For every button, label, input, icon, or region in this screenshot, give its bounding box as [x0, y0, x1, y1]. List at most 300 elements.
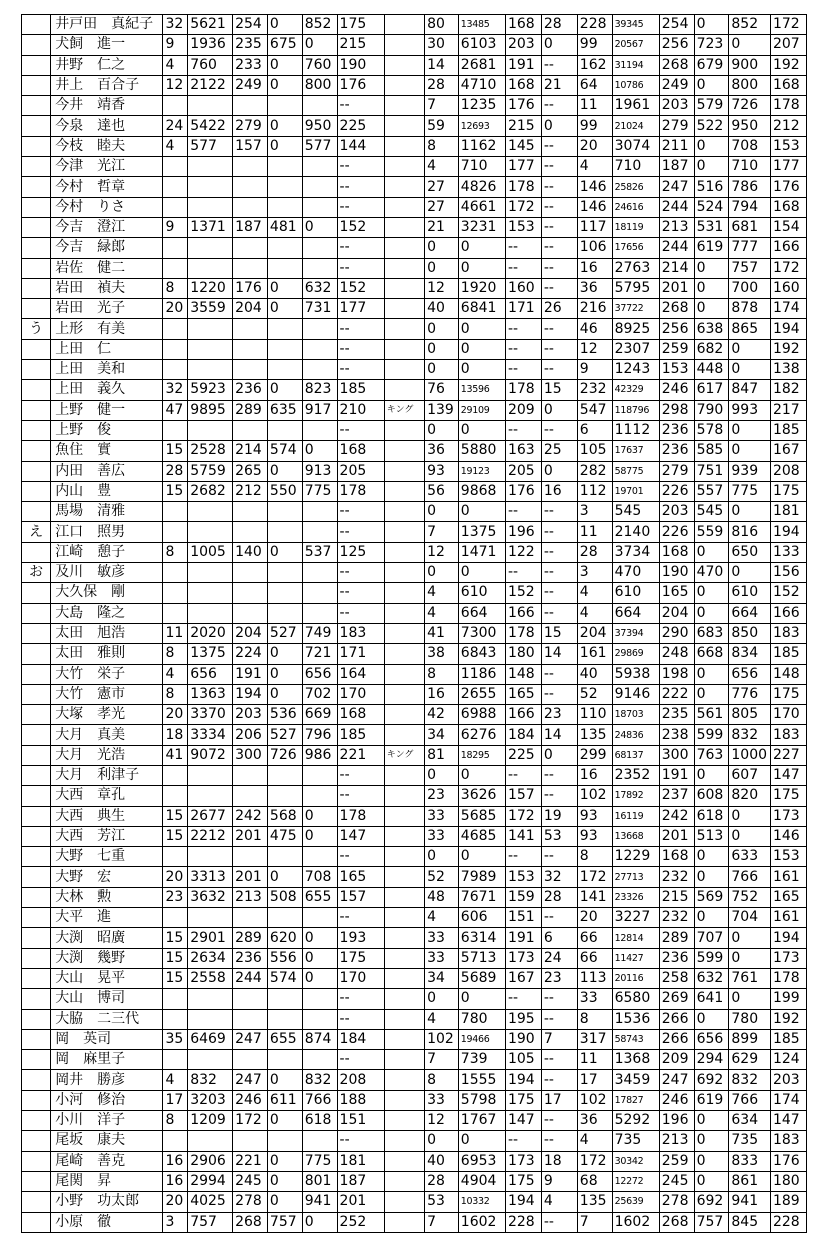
cell-g3: 110 [577, 705, 612, 725]
cell-t3: 610 [612, 583, 659, 603]
cell-h3: 0 [694, 908, 729, 928]
cell-a2: 173 [505, 948, 541, 968]
cell-g3: 547 [577, 400, 612, 420]
player-name-cell: 大西 芳江 [51, 826, 163, 846]
note-cell [384, 928, 424, 948]
cell-h1: 536 [267, 705, 302, 725]
cell-t2: 5798 [458, 1090, 505, 1110]
index-kana-cell [22, 1070, 51, 1090]
cell-g3: 7 [577, 1212, 612, 1232]
cell-t1 [188, 603, 233, 623]
cell-l1 [302, 157, 337, 177]
cell-g1 [163, 197, 188, 217]
cell-m1: -- [337, 1009, 384, 1029]
index-kana-cell [22, 786, 51, 806]
cell-a2: 228 [505, 1212, 541, 1232]
note-cell [384, 887, 424, 907]
note-cell [384, 299, 424, 319]
cell-t3: 1112 [612, 420, 659, 440]
cell-t2: 1767 [458, 1111, 505, 1131]
cell-l1: 941 [302, 1192, 337, 1212]
cell-a3: 187 [659, 157, 694, 177]
cell-a3: 249 [659, 75, 694, 95]
cell-g1: 47 [163, 400, 188, 420]
cell-l1: 749 [302, 623, 337, 643]
cell-l3: 833 [729, 1151, 771, 1171]
cell-a2: 176 [505, 96, 541, 116]
cell-l1: 0 [302, 826, 337, 846]
note-cell [384, 258, 424, 278]
cell-t2: 9868 [458, 481, 505, 501]
cell-l3: 735 [729, 1131, 771, 1151]
cell-g3: 52 [577, 684, 612, 704]
cell-h3: 0 [694, 867, 729, 887]
cell-a3: 213 [659, 217, 694, 237]
cell-t2: 1920 [458, 278, 505, 298]
index-kana-cell [22, 603, 51, 623]
cell-t2: 6841 [458, 299, 505, 319]
cell-g3: 66 [577, 948, 612, 968]
cell-g3: 16 [577, 765, 612, 785]
cell-t3: 16119 [612, 806, 659, 826]
cell-g1 [163, 786, 188, 806]
cell-t1 [188, 360, 233, 380]
note-cell [384, 96, 424, 116]
note-cell [384, 542, 424, 562]
cell-a2: 166 [505, 705, 541, 725]
cell-t3: 12272 [612, 1171, 659, 1191]
index-kana-cell [22, 908, 51, 928]
cell-g1: 23 [163, 887, 188, 907]
cell-m3: 178 [770, 968, 806, 988]
cell-m3: 170 [770, 705, 806, 725]
cell-g3: 4 [577, 583, 612, 603]
cell-h3: 751 [694, 461, 729, 481]
cell-m1: -- [337, 1050, 384, 1070]
index-kana-cell [22, 664, 51, 684]
cell-a3: 215 [659, 887, 694, 907]
cell-a1: 300 [233, 745, 268, 765]
index-kana-cell [22, 948, 51, 968]
cell-g1: 15 [163, 968, 188, 988]
cell-h1: 655 [267, 1029, 302, 1049]
cell-g2: 0 [425, 319, 459, 339]
cell-m1: -- [337, 847, 384, 867]
cell-a2: 153 [505, 217, 541, 237]
cell-g3: 102 [577, 1090, 612, 1110]
cell-a3: 289 [659, 928, 694, 948]
cell-t2: 4904 [458, 1171, 505, 1191]
cell-t3: 118796 [612, 400, 659, 420]
player-name-cell: 太田 旭浩 [51, 623, 163, 643]
note-cell [384, 136, 424, 156]
cell-t3: 3734 [612, 542, 659, 562]
cell-l3: 861 [729, 1171, 771, 1191]
cell-t3: 10786 [612, 75, 659, 95]
table-row [22, 1151, 807, 1171]
cell-m1: -- [337, 197, 384, 217]
cell-g2: 0 [425, 258, 459, 278]
cell-a3: 226 [659, 522, 694, 542]
cell-a1: 176 [233, 278, 268, 298]
table-row [22, 441, 807, 461]
cell-g2: 30 [425, 35, 459, 55]
cell-g3: 161 [577, 644, 612, 664]
cell-l1: 775 [302, 1151, 337, 1171]
cell-h1: 0 [267, 542, 302, 562]
player-name-cell: 上田 仁 [51, 339, 163, 359]
cell-h2: -- [541, 1131, 577, 1151]
note-cell [384, 339, 424, 359]
cell-t3: 17892 [612, 786, 659, 806]
cell-m3: 189 [770, 1192, 806, 1212]
cell-l3: 820 [729, 786, 771, 806]
cell-a3: 232 [659, 908, 694, 928]
cell-a2: 175 [505, 1171, 541, 1191]
cell-h2: -- [541, 1212, 577, 1232]
cell-g3: 3 [577, 502, 612, 522]
cell-a3: 168 [659, 542, 694, 562]
cell-g2: 76 [425, 380, 459, 400]
cell-a3: 235 [659, 705, 694, 725]
cell-h3: 0 [694, 542, 729, 562]
cell-g1: 9 [163, 35, 188, 55]
cell-g3: 106 [577, 238, 612, 258]
note-cell [384, 1090, 424, 1110]
cell-m1: 164 [337, 664, 384, 684]
cell-m1: -- [337, 177, 384, 197]
cell-a3: 246 [659, 380, 694, 400]
cell-h3: 608 [694, 786, 729, 806]
cell-l1: 618 [302, 1111, 337, 1131]
player-name-cell: 今吉 緑郎 [51, 238, 163, 258]
cell-a2: -- [505, 258, 541, 278]
cell-g2: 12 [425, 542, 459, 562]
cell-t2: 10332 [458, 1192, 505, 1212]
index-kana-cell [22, 847, 51, 867]
cell-a1: 191 [233, 664, 268, 684]
index-kana-cell [22, 725, 51, 745]
note-cell [384, 826, 424, 846]
cell-t3: 20567 [612, 35, 659, 55]
cell-l3: 752 [729, 887, 771, 907]
cell-t3: 9146 [612, 684, 659, 704]
cell-g1: 24 [163, 116, 188, 136]
note-cell [384, 278, 424, 298]
cell-h1: 0 [267, 644, 302, 664]
cell-a2: 148 [505, 664, 541, 684]
table-row [22, 1029, 807, 1049]
cell-l1: 0 [302, 441, 337, 461]
cell-m1: 152 [337, 217, 384, 237]
cell-a1: 204 [233, 299, 268, 319]
cell-a2: 177 [505, 157, 541, 177]
index-kana-cell [22, 542, 51, 562]
cell-a2: -- [505, 420, 541, 440]
cell-t1: 2558 [188, 968, 233, 988]
cell-t2: 7300 [458, 623, 505, 643]
cell-t3: 37394 [612, 623, 659, 643]
cell-h1 [267, 258, 302, 278]
note-cell [384, 786, 424, 806]
cell-a3: 237 [659, 786, 694, 806]
note-cell [384, 319, 424, 339]
cell-g1 [163, 1131, 188, 1151]
cell-l3: 950 [729, 116, 771, 136]
table-row [22, 319, 807, 339]
cell-l3: 780 [729, 1009, 771, 1029]
cell-l1 [302, 177, 337, 197]
cell-a1: 157 [233, 136, 268, 156]
player-name-cell: 及川 敏彦 [51, 563, 163, 583]
cell-h3: 618 [694, 806, 729, 826]
cell-a1: 172 [233, 1111, 268, 1131]
cell-a2: 166 [505, 603, 541, 623]
cell-h3: 516 [694, 177, 729, 197]
cell-t3: 58743 [612, 1029, 659, 1049]
table-row [22, 1111, 807, 1131]
cell-a2: 205 [505, 461, 541, 481]
cell-m3: 156 [770, 563, 806, 583]
cell-h1: 0 [267, 1070, 302, 1090]
cell-h3: 790 [694, 400, 729, 420]
cell-h2: 23 [541, 968, 577, 988]
cell-h1: 757 [267, 1212, 302, 1232]
cell-h1 [267, 360, 302, 380]
cell-h1 [267, 847, 302, 867]
cell-g1: 15 [163, 928, 188, 948]
cell-g2: 7 [425, 1212, 459, 1232]
cell-g1 [163, 96, 188, 116]
cell-g1: 8 [163, 644, 188, 664]
player-name-cell: 岡井 勝彦 [51, 1070, 163, 1090]
table-row [22, 583, 807, 603]
cell-a2: 167 [505, 968, 541, 988]
cell-a1 [233, 238, 268, 258]
cell-l3: 941 [729, 1192, 771, 1212]
cell-g1: 8 [163, 542, 188, 562]
player-name-cell: 馬場 清雅 [51, 502, 163, 522]
cell-g2: 0 [425, 339, 459, 359]
index-kana-cell [22, 400, 51, 420]
cell-t3: 1243 [612, 360, 659, 380]
cell-h3: 524 [694, 197, 729, 217]
cell-l3: 845 [729, 1212, 771, 1232]
cell-a2: -- [505, 989, 541, 1009]
note-cell [384, 806, 424, 826]
cell-h1 [267, 989, 302, 1009]
cell-a3: 268 [659, 299, 694, 319]
cell-h2: -- [541, 177, 577, 197]
cell-g1: 4 [163, 136, 188, 156]
cell-g1: 16 [163, 1171, 188, 1191]
cell-g3: 113 [577, 968, 612, 988]
cell-g3: 6 [577, 420, 612, 440]
cell-t1 [188, 339, 233, 359]
cell-m1: 181 [337, 1151, 384, 1171]
cell-g2: 23 [425, 786, 459, 806]
cell-h3: 513 [694, 826, 729, 846]
cell-a3: 244 [659, 238, 694, 258]
cell-l3: 865 [729, 319, 771, 339]
table-row [22, 847, 807, 867]
cell-g2: 48 [425, 887, 459, 907]
cell-l1: 800 [302, 75, 337, 95]
cell-g2: 27 [425, 197, 459, 217]
cell-l1 [302, 522, 337, 542]
table-row [22, 197, 807, 217]
player-name-cell: 小川 洋子 [51, 1111, 163, 1131]
cell-g1 [163, 563, 188, 583]
cell-h1: 0 [267, 1111, 302, 1131]
table-row [22, 1131, 807, 1151]
cell-l1 [302, 786, 337, 806]
cell-l1 [302, 1009, 337, 1029]
cell-t2: 5685 [458, 806, 505, 826]
cell-l3: 794 [729, 197, 771, 217]
cell-h1 [267, 339, 302, 359]
cell-l3: 1000 [729, 745, 771, 765]
cell-h3: 0 [694, 1111, 729, 1131]
index-kana-cell [22, 502, 51, 522]
cell-t1: 2020 [188, 623, 233, 643]
cell-a2: -- [505, 765, 541, 785]
cell-t2: 4685 [458, 826, 505, 846]
cell-h1: 0 [267, 867, 302, 887]
cell-t3: 42329 [612, 380, 659, 400]
cell-g3: 228 [577, 15, 612, 35]
cell-a3: 226 [659, 481, 694, 501]
cell-a3: 259 [659, 1151, 694, 1171]
cell-m3: 192 [770, 1009, 806, 1029]
cell-m3: 176 [770, 177, 806, 197]
note-cell [384, 1111, 424, 1131]
cell-a3: 248 [659, 644, 694, 664]
table-row [22, 867, 807, 887]
cell-h1: 611 [267, 1090, 302, 1110]
cell-a3: 259 [659, 339, 694, 359]
cell-a2: -- [505, 1131, 541, 1151]
cell-t1 [188, 177, 233, 197]
cell-m1: -- [337, 1131, 384, 1151]
cell-a2: 215 [505, 116, 541, 136]
index-kana-cell [22, 1029, 51, 1049]
cell-h3: 559 [694, 522, 729, 542]
cell-g2: 80 [425, 15, 459, 35]
cell-m3: 147 [770, 1111, 806, 1131]
player-name-cell: 内山 豊 [51, 481, 163, 501]
cell-m3: 177 [770, 157, 806, 177]
cell-t3: 29869 [612, 644, 659, 664]
bowling-score-sheet [21, 14, 807, 1233]
index-kana-cell [22, 238, 51, 258]
cell-l3: 610 [729, 583, 771, 603]
cell-t1 [188, 563, 233, 583]
cell-m1: 193 [337, 928, 384, 948]
cell-h1 [267, 765, 302, 785]
player-name-cell: 岩田 禎夫 [51, 278, 163, 298]
cell-l3: 832 [729, 1070, 771, 1090]
cell-g2: 41 [425, 623, 459, 643]
cell-t1: 577 [188, 136, 233, 156]
cell-l1: 796 [302, 725, 337, 745]
cell-h1: 574 [267, 441, 302, 461]
cell-t1: 2122 [188, 75, 233, 95]
cell-l3: 0 [729, 948, 771, 968]
cell-a1 [233, 339, 268, 359]
cell-m3: 175 [770, 481, 806, 501]
cell-a1: 254 [233, 15, 268, 35]
cell-g2: 12 [425, 278, 459, 298]
cell-t1: 9895 [188, 400, 233, 420]
cell-t2: 0 [458, 502, 505, 522]
cell-g3: 135 [577, 1192, 612, 1212]
table-row [22, 339, 807, 359]
note-cell [384, 989, 424, 1009]
cell-h2: -- [541, 96, 577, 116]
cell-g3: 46 [577, 319, 612, 339]
cell-l3: 805 [729, 705, 771, 725]
cell-g1: 15 [163, 826, 188, 846]
cell-m1: 170 [337, 968, 384, 988]
table-row [22, 1192, 807, 1212]
table-row [22, 928, 807, 948]
cell-a3: 213 [659, 1131, 694, 1151]
cell-l1: 986 [302, 745, 337, 765]
cell-h3: 757 [694, 1212, 729, 1232]
note-cell [384, 1192, 424, 1212]
cell-h2: 0 [541, 745, 577, 765]
cell-t3: 1229 [612, 847, 659, 867]
cell-g2: 7 [425, 96, 459, 116]
index-kana-cell [22, 989, 51, 1009]
cell-g1: 32 [163, 380, 188, 400]
cell-m1: -- [337, 238, 384, 258]
cell-t3: 5292 [612, 1111, 659, 1131]
cell-m1: -- [337, 502, 384, 522]
cell-m3: 178 [770, 96, 806, 116]
cell-h1 [267, 583, 302, 603]
cell-g1: 28 [163, 461, 188, 481]
cell-a3: 242 [659, 806, 694, 826]
cell-h1 [267, 1009, 302, 1029]
cell-a1: 187 [233, 217, 268, 237]
cell-m3: 185 [770, 420, 806, 440]
cell-l1 [302, 339, 337, 359]
cell-m1: 183 [337, 623, 384, 643]
cell-t1 [188, 786, 233, 806]
cell-a2: 180 [505, 644, 541, 664]
cell-h1: 0 [267, 1192, 302, 1212]
cell-l3: 766 [729, 867, 771, 887]
cell-h1 [267, 420, 302, 440]
cell-m3: 167 [770, 441, 806, 461]
cell-h3: 0 [694, 136, 729, 156]
note-cell [384, 461, 424, 481]
cell-t3: 27713 [612, 867, 659, 887]
table-row [22, 1090, 807, 1110]
cell-t1 [188, 1050, 233, 1070]
cell-t1: 1005 [188, 542, 233, 562]
note-cell [384, 197, 424, 217]
cell-a3: 256 [659, 319, 694, 339]
cell-a1 [233, 420, 268, 440]
cell-m1: 215 [337, 35, 384, 55]
cell-h1: 574 [267, 968, 302, 988]
player-name-cell: 大月 利津子 [51, 765, 163, 785]
cell-l1: 669 [302, 705, 337, 725]
cell-h2: 28 [541, 15, 577, 35]
